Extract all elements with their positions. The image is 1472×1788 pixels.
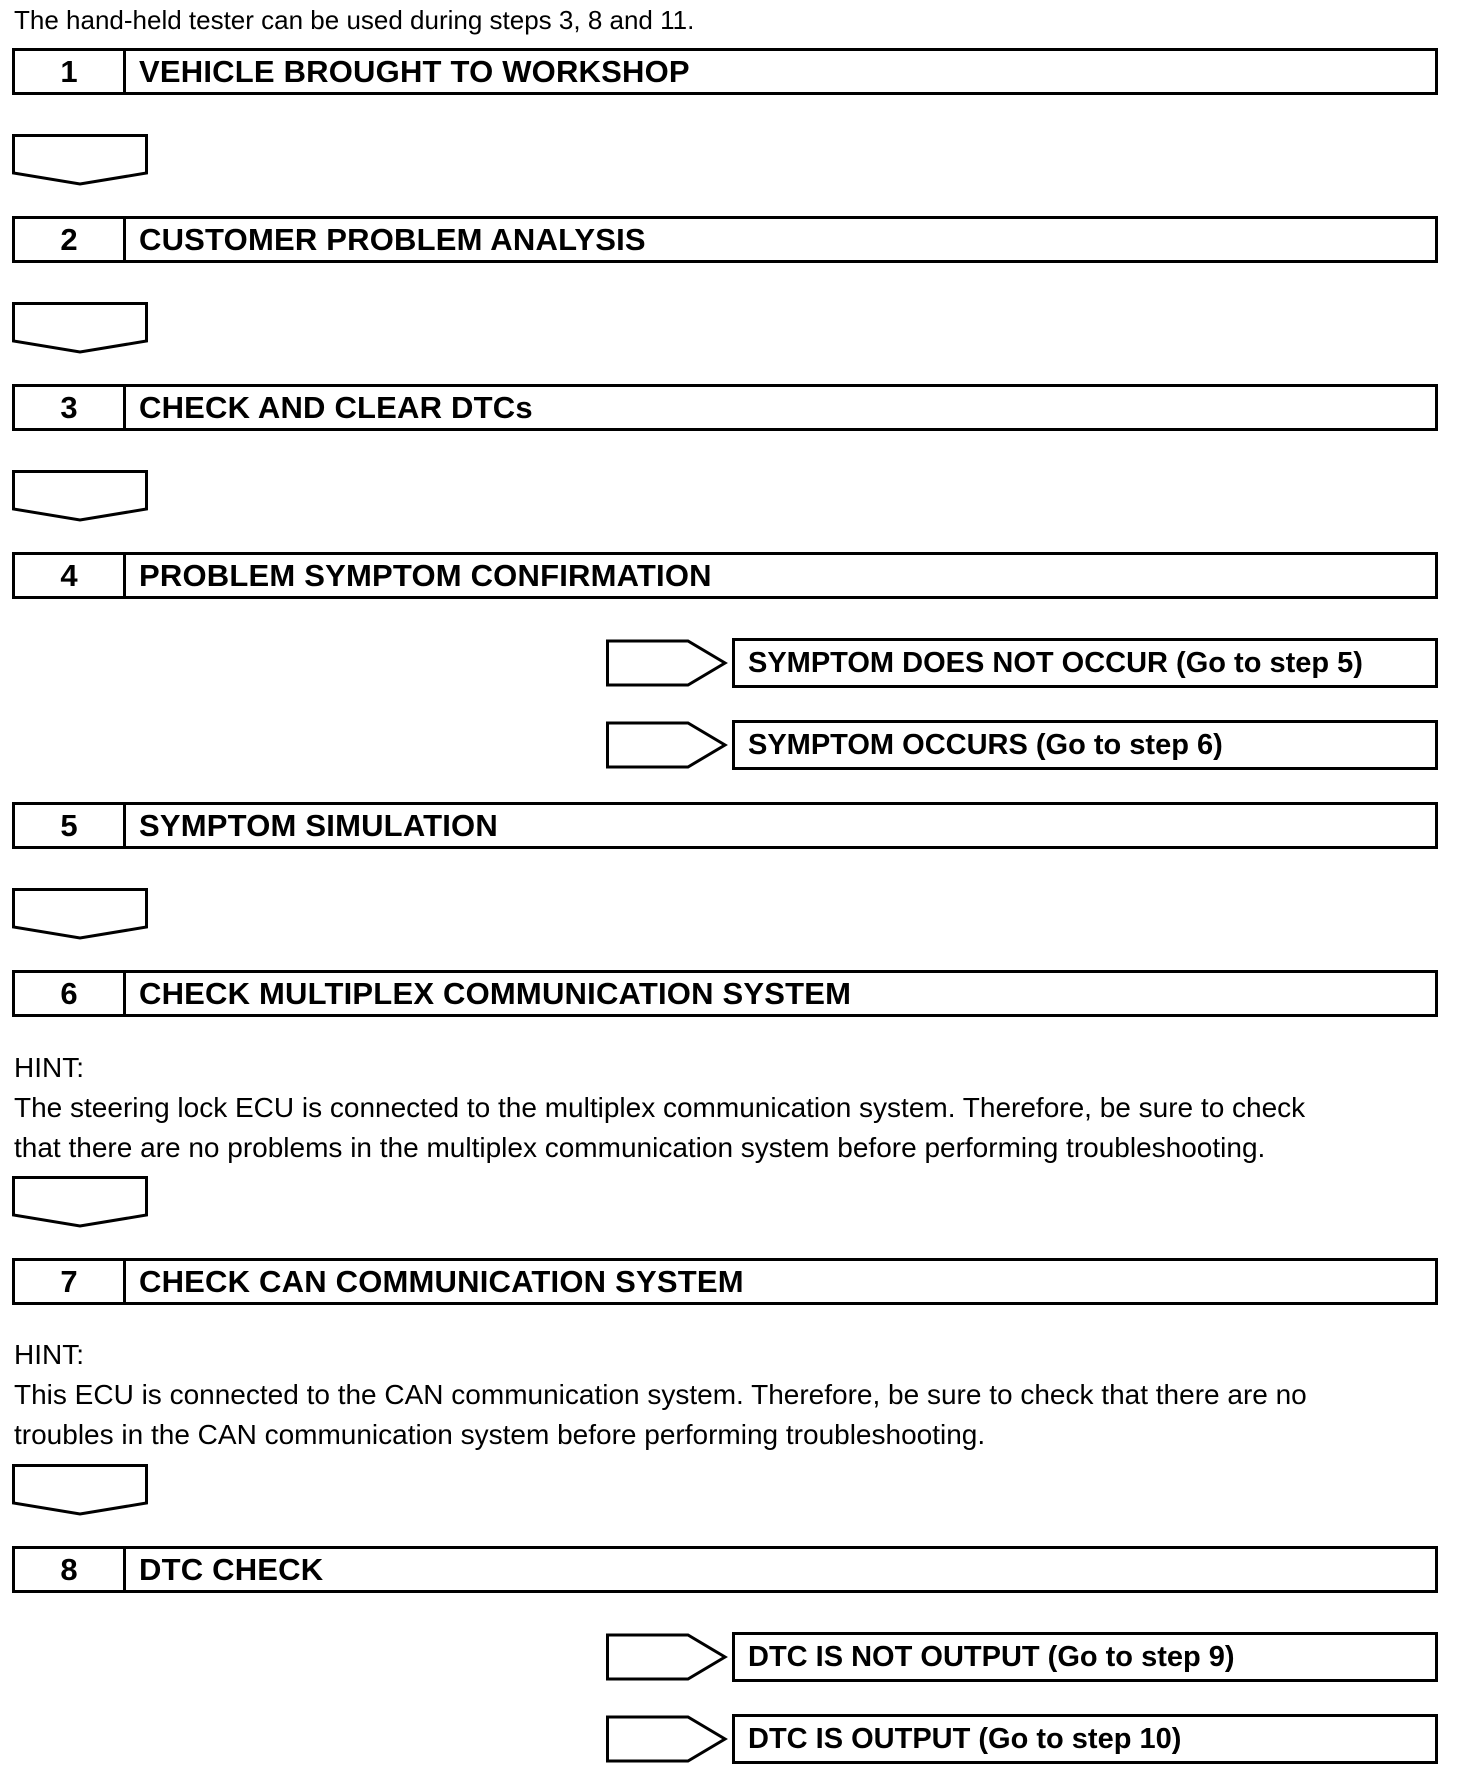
step-number: 7	[15, 1261, 126, 1302]
result-symptom-occurs: SYMPTOM OCCURS (Go to step 6)	[732, 720, 1438, 770]
hint-text: This ECU is connected to the CAN communication system. Therefore, be sure to check that there are no	[14, 1379, 1307, 1410]
hint-label: HINT:	[14, 1339, 84, 1370]
step-number: 5	[15, 805, 126, 846]
step-number: 8	[15, 1549, 126, 1590]
step-7-hint	[14, 1335, 1454, 1455]
step-number: 1	[15, 51, 126, 92]
result-dtc-output: DTC IS OUTPUT (Go to step 10)	[732, 1714, 1438, 1764]
step-8-box	[12, 1546, 1438, 1593]
step-title: CHECK CAN COMMUNICATION SYSTEM	[139, 1263, 744, 1299]
step-4-box	[12, 552, 1438, 599]
step-number: 3	[15, 387, 126, 428]
result-dtc-not-output: DTC IS NOT OUTPUT (Go to step 9)	[732, 1632, 1438, 1682]
hint-text: troubles in the CAN communication system before performing troubleshooting.	[14, 1419, 986, 1450]
step-3-box	[12, 384, 1438, 431]
step-title: CUSTOMER PROBLEM ANALYSIS	[139, 221, 646, 257]
step-title: PROBLEM SYMPTOM CONFIRMATION	[139, 557, 712, 593]
down-arrow-icon	[12, 470, 148, 522]
right-arrow-icon	[606, 1630, 728, 1684]
step-title: CHECK MULTIPLEX COMMUNICATION SYSTEM	[139, 975, 852, 1011]
step-7-box	[12, 1258, 1438, 1305]
step-number: 4	[15, 555, 126, 596]
down-arrow-icon	[12, 302, 148, 354]
step-number: 2	[15, 219, 126, 260]
step-5-box	[12, 802, 1438, 849]
step-6-box	[12, 970, 1438, 1017]
step-1-box	[12, 48, 1438, 95]
down-arrow-icon	[12, 888, 148, 940]
step-title: SYMPTOM SIMULATION	[139, 807, 498, 843]
step-title: VEHICLE BROUGHT TO WORKSHOP	[139, 53, 690, 89]
down-arrow-icon	[12, 134, 148, 186]
step-number: 6	[15, 973, 126, 1014]
result-symptom-does-not-occur: SYMPTOM DOES NOT OCCUR (Go to step 5)	[732, 638, 1438, 688]
right-arrow-icon	[606, 636, 728, 690]
intro-text: The hand-held tester can be used during steps 3, 8 and 11.	[14, 5, 695, 35]
down-arrow-icon	[12, 1464, 148, 1516]
hint-text: The steering lock ECU is connected to the multiplex communication system. Therefore, be sure to check	[14, 1092, 1306, 1123]
hint-label: HINT:	[14, 1052, 84, 1083]
step-title: CHECK AND CLEAR DTCs	[139, 389, 533, 425]
down-arrow-icon	[12, 1176, 148, 1228]
step-6-hint	[14, 1048, 1454, 1168]
step-2-box	[12, 216, 1438, 263]
right-arrow-icon	[606, 1712, 728, 1766]
step-title: DTC CHECK	[139, 1551, 324, 1587]
hint-text: that there are no problems in the multiplex communication system before performing troubleshooting.	[14, 1132, 1266, 1163]
right-arrow-icon	[606, 718, 728, 772]
